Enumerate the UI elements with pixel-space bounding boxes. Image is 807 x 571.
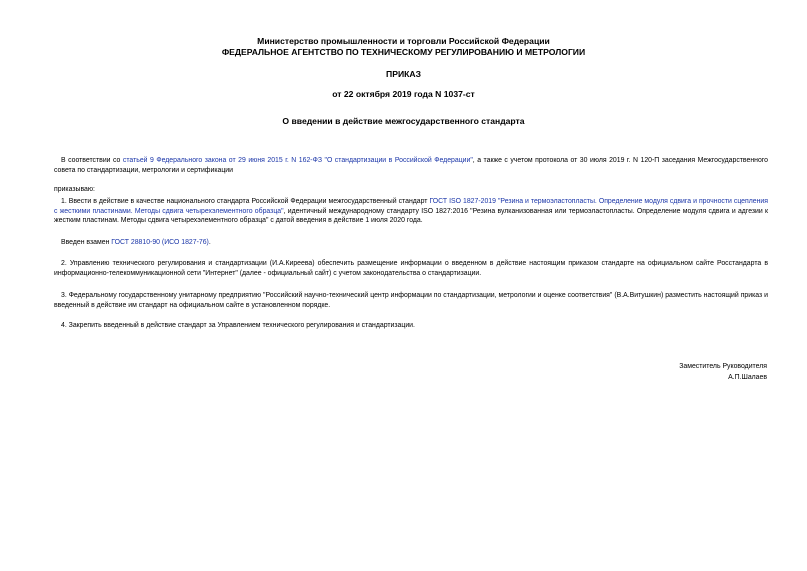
ministry-title: Министерство промышленности и торговли Российской Федерации [257, 36, 550, 46]
doc-subject: О введении в действие межгосударственного стандарта [282, 116, 525, 126]
gost-iso-1827-2019-link[interactable]: ГОСТ ISO 1827-2019 "Резина и термоэластопласты. Определение модуля сдвига и прочности сцепления с жесткими пластинами. Методы сдвига четырехэлементного образца" [54, 198, 768, 215]
item-1-text-end: , идентичный международному стандарту ISO 1827:2016 "Резина вулканизованная или термоэластопласты. Определение модуля сдвига и адгезии к жестким пластинам. Методы сдвига четырехэлементного образца" с датой введения в действие 1 июля 2020 года. [54, 207, 768, 225]
item-4-paragraph: 4. Закрепить введенный в действие стандарт за Управлением технического регулирования и стандартизации. [61, 322, 415, 329]
doc-type: ПРИКАЗ [386, 69, 421, 79]
preamble-text-start: В соответствии со [61, 157, 123, 164]
item-1-text-start: 1. Ввести в действие в качестве национального стандарта Российской Федерации межгосударственный стандарт [61, 198, 430, 205]
replacement-text-end: . [208, 239, 211, 246]
item-1-paragraph [54, 197, 768, 226]
doc-date-number: от 22 октября 2019 года N 1037-ст [332, 89, 475, 99]
signature-position: Заместитель Руководителя [679, 363, 767, 370]
signature-name: А.П.Шалаев [728, 374, 767, 381]
gost-28810-90-link[interactable]: ГОСТ 28810-90 (ИСО 1827-76) [111, 239, 209, 246]
replacement-text-start: Введен взамен [61, 239, 112, 246]
federal-law-link[interactable]: статьей 9 Федерального закона от 29 июня 2015 г. N 162-ФЗ "О стандартизации в Российской Федерации" [122, 157, 473, 164]
replacement-paragraph [54, 238, 768, 248]
preamble-text-end: , а также с учетом протокола от 30 июля 2019 г. N 120-П заседания Межгосударственного совета по стандартизации, метрологии и сертификации [54, 157, 768, 174]
preamble-paragraph [54, 156, 768, 175]
item-3-paragraph: 3. Федеральному государственному унитарному предприятию "Российский научно-технический центр информации по стандартизации, метрологии и оценке соответствия" (В.А.Витушкин) разместить настоящий приказ и введенный в действие им стандарт на официальном сайте в установленном порядке. [54, 292, 768, 309]
item-2-paragraph: 2. Управлению технического регулирования и стандартизации (И.А.Киреева) обеспечить размещение информации о введенном в действие настоящим приказом стандарте на официальном сайте Росстандарта в информационно-телекоммуникационной сети "Интернет" (далее - официальный сайт) с учетом законодательства о стандартизации. [54, 260, 768, 277]
agency-title: ФЕДЕРАЛЬНОЕ АГЕНТСТВО ПО ТЕХНИЧЕСКОМУ РЕГУЛИРОВАНИЮ И МЕТРОЛОГИИ [221, 47, 586, 57]
order-word: приказываю: [54, 186, 95, 193]
